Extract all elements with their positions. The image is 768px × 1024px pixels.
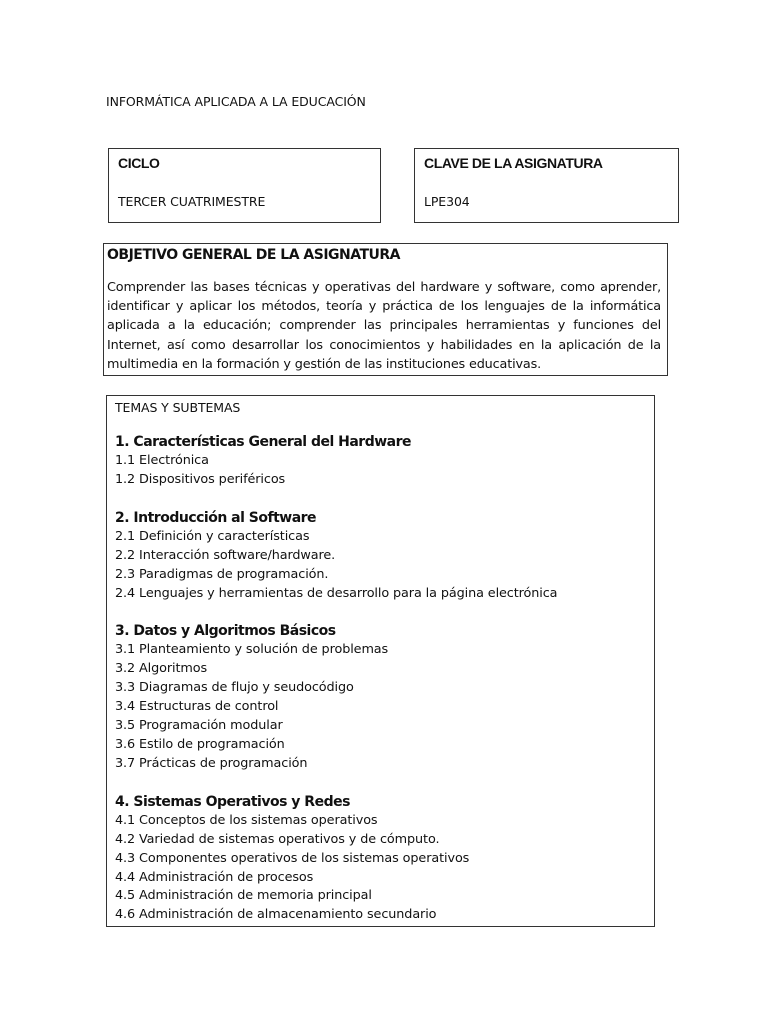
subtopic-item: 3.5 Programación modular bbox=[115, 718, 283, 734]
clave-value: LPE304 bbox=[424, 194, 470, 209]
objetivo-heading: OBJETIVO GENERAL DE LA ASIGNATURA bbox=[107, 247, 401, 263]
section-3 bbox=[115, 622, 650, 773]
section-1 bbox=[115, 433, 650, 490]
temas-box bbox=[106, 395, 655, 927]
section-heading: 1. Características General del Hardware bbox=[115, 434, 412, 450]
temas-title: TEMAS Y SUBTEMAS bbox=[115, 400, 241, 415]
subtopic-item: 1.1 Electrónica bbox=[115, 453, 209, 468]
subtopic-item: 4.4 Administración de procesos bbox=[115, 869, 314, 885]
subtopic-item: 3.1 Planteamiento y solución de problemas bbox=[115, 642, 389, 658]
subtopic-item: 3.6 Estilo de programación bbox=[115, 736, 285, 752]
objetivo-text: Comprender las bases técnicas y operativas del hardware y software, como aprender, identificar y aplicar los métodos, teoría y práctica de los lenguajes de la informática aplicada a la educación; comprender las principales herramientas y funciones del Internet, así como desarrollar los conocimientos y habilidades en la aplicación de la multimedia en la formación y gestión de las instituciones educativas. bbox=[107, 280, 661, 372]
subtopic-item: 4.3 Componentes operativos de los sistemas operativos bbox=[115, 850, 470, 866]
subtopic-item: 2.4 Lenguajes y herramientas de desarrollo para la página electrónica bbox=[115, 585, 558, 601]
section-gap bbox=[115, 603, 650, 622]
objetivo-box bbox=[103, 243, 668, 376]
section-gap bbox=[115, 490, 650, 509]
section-2 bbox=[115, 509, 650, 604]
section-heading: 2. Introducción al Software bbox=[115, 509, 317, 526]
section-heading: 4. Sistemas Operativos y Redes bbox=[115, 793, 350, 810]
ciclo-value: TERCER CUATRIMESTRE bbox=[118, 194, 266, 209]
subtopic-item: 2.3 Paradigmas de programación. bbox=[115, 566, 329, 582]
subtopic-item: 3.3 Diagramas de flujo y seudocódigo bbox=[115, 680, 354, 696]
clave-box bbox=[414, 148, 679, 223]
section-4 bbox=[115, 793, 650, 925]
subtopic-item: 1.2 Dispositivos periféricos bbox=[115, 471, 286, 487]
subtopic-item: 4.1 Conceptos de los sistemas operativos bbox=[115, 812, 378, 828]
subtopic-item: 4.2 Variedad de sistemas operativos y de cómputo. bbox=[115, 831, 440, 847]
section-heading: 3. Datos y Algoritmos Básicos bbox=[115, 623, 336, 640]
subtopic-item: 2.1 Definición y características bbox=[115, 528, 310, 544]
ciclo-box bbox=[108, 148, 381, 223]
subtopic-item: 3.4 Estructuras de control bbox=[115, 699, 279, 715]
document-title: INFORMÁTICA APLICADA A LA EDUCACIÓN bbox=[106, 94, 366, 109]
subtopic-item: 3.2 Algoritmos bbox=[115, 661, 208, 677]
clave-heading: CLAVE DE LA ASIGNATURA bbox=[424, 155, 603, 171]
subtopic-item: 4.6 Administración de almacenamiento secundario bbox=[115, 907, 437, 923]
subtopic-item: 4.5 Administración de memoria principal bbox=[115, 888, 372, 904]
subtopic-item: 3.7 Prácticas de programación bbox=[115, 755, 308, 771]
subtopic-item: 2.2 Interacción software/hardware. bbox=[115, 547, 336, 563]
ciclo-heading: CICLO bbox=[118, 155, 160, 171]
section-gap bbox=[115, 774, 650, 793]
temas-content bbox=[115, 400, 650, 925]
